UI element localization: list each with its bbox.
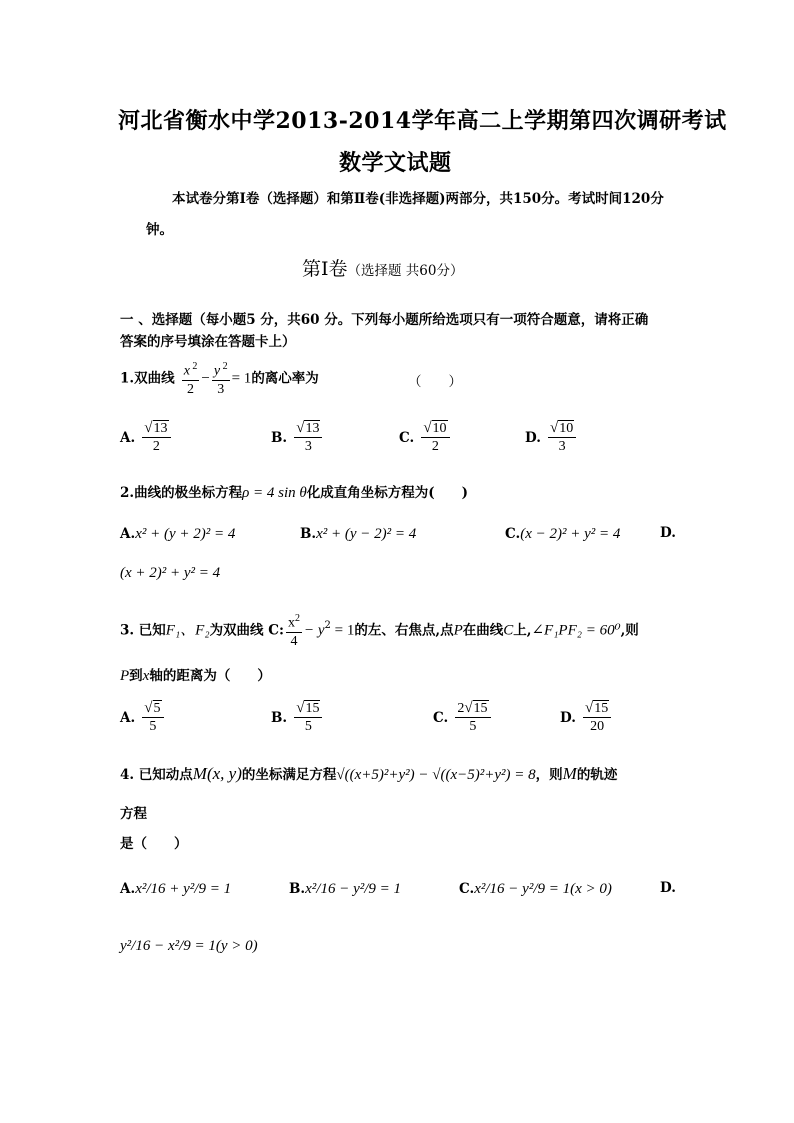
q1-frac-y: $\frac{y ^2}{3}$ — [212, 358, 230, 398]
part1-line1: 一 、选择题（每小题5 分，共60 分。下列每小题所给选项只有一项符合题意，请将正确 — [120, 312, 649, 328]
q2-option-c: C.(x − 2)² + y² = 4 — [505, 526, 621, 542]
intro-line2: 钟。 — [146, 222, 173, 238]
q1-frac-x: $\frac{x ^2}{2}$ — [182, 358, 200, 398]
q1-option-c: C. $\frac{√10}{2}$ — [399, 420, 452, 455]
q4-option-d-label: D. — [660, 880, 676, 896]
question-4-stem-line2: 方程 — [120, 806, 147, 822]
page-title-line2: 数学文试题 — [339, 150, 452, 176]
section-heading-main: 第Ⅰ卷 — [302, 258, 348, 280]
question-2-stem: 2.曲线的极坐标方程ρ = 4 sin θ化成直角坐标方程为( ) — [120, 485, 469, 501]
q1-answer-blank: （ ） — [408, 374, 462, 390]
question-3-stem-line1: 3. 已知F₁、F₂为双曲线 C: $\frac{x^2}{4}$ − $y^2 = 1$的左、右焦点,点P在曲线C上,∠F₁PF₂ = 60⁰,则 — [120, 610, 639, 650]
q1-option-b: B. $\frac{√13}{3}$ — [271, 420, 324, 455]
question-4-stem-line3: 是（ ） — [120, 836, 188, 852]
question-1-stem: 1.双曲线 $\frac{x ^2}{2}$ − $\frac{y ^2}{3}$ = 1的离心率为 — [120, 358, 319, 398]
q4-option-d-text: y²/16 − x²/9 = 1(y > 0) — [120, 938, 258, 954]
q4-option-b: B.x²/16 − y²/9 = 1 — [289, 881, 402, 897]
intro-line1: 本试卷分第Ⅰ卷（选择题）和第Ⅱ卷(非选择题)两部分，共150分。考试时间120分 — [172, 191, 664, 207]
section-heading — [302, 254, 464, 281]
q2-option-d-text: (x + 2)² + y² = 4 — [120, 565, 221, 581]
page-title-line1: 河北省衡水中学2013-2014学年高二上学期第四次调研考试 — [118, 108, 727, 134]
q3-option-d: D. $\frac{√15}{20}$ — [560, 700, 613, 735]
section-heading-sub: （选择题 共60分） — [347, 263, 464, 279]
part1-line2: 答案的序号填涂在答题卡上） — [120, 334, 296, 350]
question-3-stem-line2: P到x轴的距离为（ ） — [120, 668, 271, 684]
q2-option-b: B.x² + (y − 2)² = 4 — [300, 526, 417, 542]
q2-option-d-label: D. — [660, 525, 676, 541]
q4-option-c: C.x²/16 − y²/9 = 1(x > 0) — [459, 881, 612, 897]
q4-option-a: A.x²/16 + y²/9 = 1 — [120, 881, 232, 897]
q3-option-c: C. $\frac{2√15}{5}$ — [433, 700, 493, 735]
question-4-stem-line1: 4. 已知动点M(x, y)的坐标满足方程√((x+5)²+y²) − √((x−5)²+y²) = 8，则M的轨迹 — [120, 764, 618, 783]
q1-option-d: D. $\frac{√10}{3}$ — [525, 420, 578, 455]
q3-option-b: B. $\frac{√15}{5}$ — [271, 700, 324, 735]
q1-option-a: A. $\frac{√13}{2}$ — [120, 420, 173, 455]
q3-option-a: A. $\frac{√5}{5}$ — [120, 700, 166, 735]
q2-option-a: A.x² + (y + 2)² = 4 — [120, 526, 236, 542]
